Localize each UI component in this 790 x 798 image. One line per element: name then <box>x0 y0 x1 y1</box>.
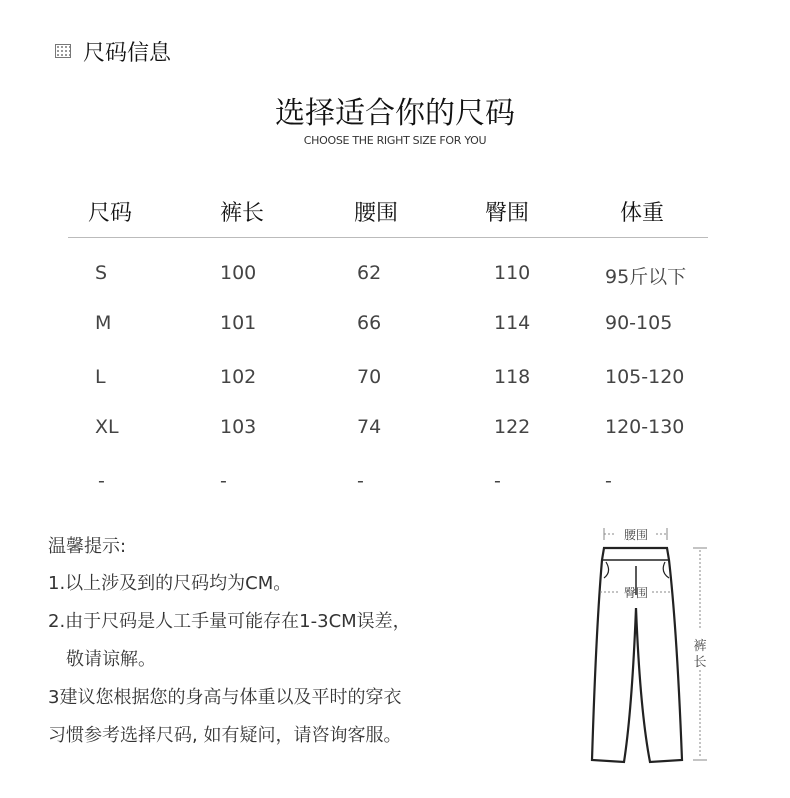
tip-line: 3建议您根据您的身高与体重以及平时的穿衣 <box>48 687 402 708</box>
col-hip: 臀围 <box>484 201 529 226</box>
table-cell: - <box>357 470 364 492</box>
header-divider <box>68 237 708 238</box>
pants-outline <box>592 548 682 762</box>
table-cell: 62 <box>357 262 382 284</box>
table-cell: 118 <box>494 366 531 388</box>
table-cell: 101 <box>220 312 257 334</box>
table-cell: L <box>95 366 106 388</box>
table-cell: - <box>98 470 105 492</box>
tips-heading: 温馨提示: <box>48 536 127 557</box>
table-cell: 100 <box>220 262 257 284</box>
table-cell: 90-105 <box>605 312 673 334</box>
pants-diagram <box>570 510 730 780</box>
table-cell: XL <box>95 416 119 438</box>
table-cell: 103 <box>220 416 257 438</box>
table-cell: - <box>605 470 612 492</box>
table-cell: 102 <box>220 366 257 388</box>
col-length: 裤长 <box>219 201 264 226</box>
col-waist: 腰围 <box>353 201 398 226</box>
table-cell: 110 <box>494 262 531 284</box>
table-cell: 114 <box>494 312 531 334</box>
table-cell: 120-130 <box>605 416 685 438</box>
col-weight: 体重 <box>619 201 664 226</box>
length-label-1: 裤 <box>693 639 707 654</box>
table-cell: 74 <box>357 416 382 438</box>
waist-label: 腰围 <box>623 528 649 542</box>
table-cell: S <box>95 262 108 284</box>
page-title: 选择适合你的尺码 <box>275 96 515 131</box>
page-subtitle: CHOOSE THE RIGHT SIZE FOR YOU <box>303 134 487 147</box>
table-cell: 122 <box>494 416 531 438</box>
tip-line: 2.由于尺码是人工手量可能存在1-3CM误差， <box>48 611 411 632</box>
table-cell: 66 <box>357 312 382 334</box>
tip-line: 敬请谅解。 <box>66 649 156 670</box>
table-cell: 95斤以下 <box>605 266 687 288</box>
table-cell: - <box>494 470 501 492</box>
measure-lines <box>600 534 700 758</box>
tip-line: 习惯参考选择尺码, 如有疑问，请咨询客服。 <box>48 725 402 746</box>
length-label-2: 长 <box>693 655 707 670</box>
col-size: 尺码 <box>87 201 132 226</box>
table-cell: M <box>95 312 112 334</box>
table-cell: - <box>220 470 227 492</box>
grid-icon <box>55 44 71 58</box>
section-header <box>55 36 171 67</box>
tip-line: 1.以上涉及到的尺码均为CM。 <box>48 573 292 594</box>
table-cell: 105-120 <box>605 366 685 388</box>
table-cell: 70 <box>357 366 382 388</box>
measure-ticks <box>604 528 707 760</box>
hip-label: 臀围 <box>623 586 649 600</box>
section-title: 尺码信息 <box>83 41 172 66</box>
